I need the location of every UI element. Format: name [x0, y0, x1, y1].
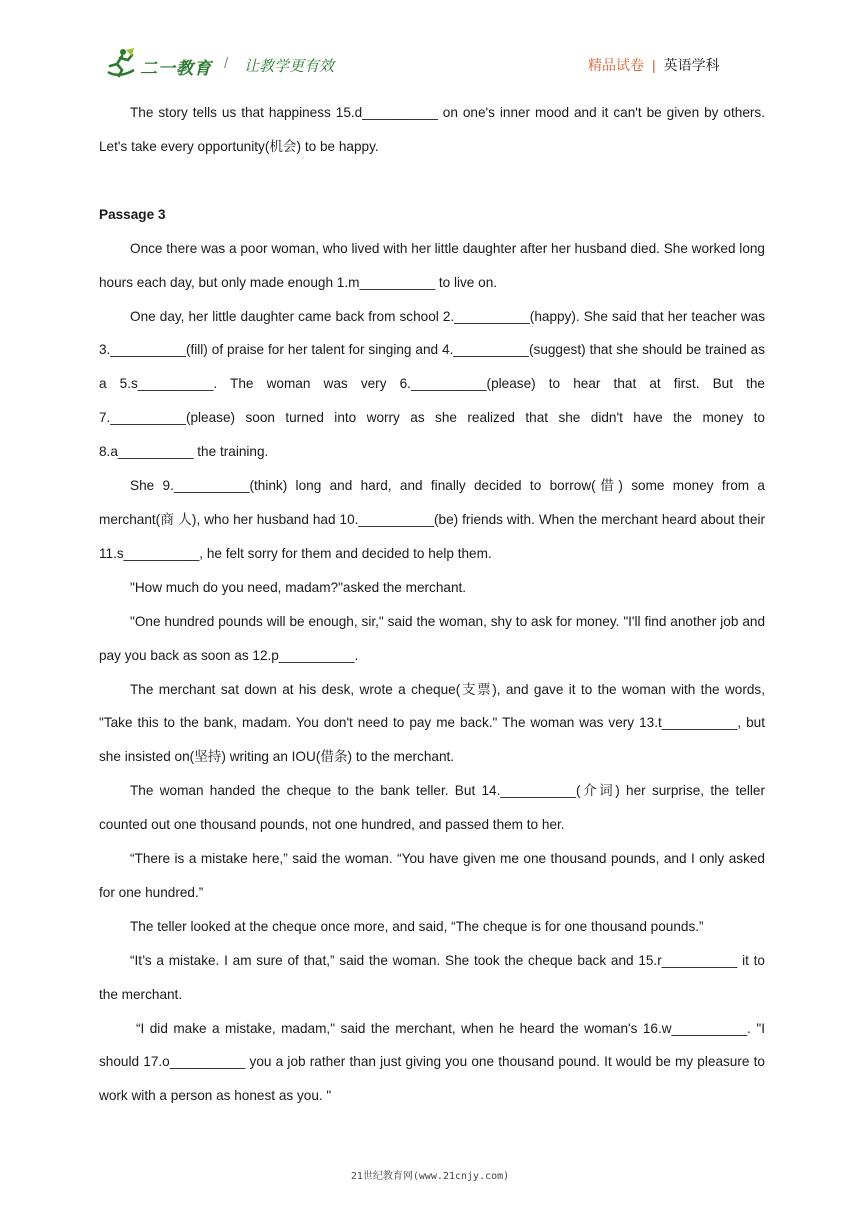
header-labels: [588, 55, 720, 75]
paragraph: She 9.__________(think) long and hard, and finally decided to borrow(借) some money from a merchant(商 人), who her husband had 10.__________(be) friends with. When the merchant heard about their 11.s__________, he felt sorry for them and decided to help them.: [99, 478, 765, 561]
paragraph: "One hundred pounds will be enough, sir," said the woman, shy to ask for money. "I'll find another job and pay you back as soon as 12.p__________.: [99, 613, 765, 663]
runner-logo-icon: [104, 46, 138, 80]
paragraph: “It’s a mistake. I am sure of that,” said the woman. She took the cheque back and 15.r__________ it to the merchant.: [99, 952, 765, 1002]
header-label-subject: 英语学科: [663, 57, 720, 73]
header-label-quality: 精品试卷: [588, 57, 644, 73]
paragraph: Once there was a poor woman, who lived with her little daughter after her husband died. She worked long hours each day, but only made enough 1.m__________ to live on.: [99, 240, 765, 290]
paragraph: "How much do you need, madam?"asked the merchant.: [130, 579, 467, 595]
paragraph: “There is a mistake here,” said the woman. “You have given me one thousand pounds, and I only asked for one hundred.”: [99, 851, 765, 900]
paragraph: The teller looked at the cheque once more, and said, “The cheque is for one thousand pounds.”: [130, 918, 704, 934]
paragraph: The woman handed the cheque to the bank teller. But 14.__________(介词) her surprise, the teller counted out one thousand pounds, not one hundred, and passed them to her.: [99, 783, 765, 833]
document-body: [99, 96, 765, 1113]
logo: [104, 46, 334, 82]
paragraph: “I did make a mistake, madam," said the merchant, when he heard the woman's 16.w__________. "I should 17.o__________ you a job rather than just giving you one thousand pound. It would be my pleasure to work with a person as honest as you. ": [99, 1020, 765, 1104]
section-heading: Passage 3: [99, 206, 166, 222]
logo-text: 二一教育: [140, 59, 212, 78]
paragraph: One day, her little daughter came back from school 2.__________(happy). She said that her teacher was 3.__________(fill) of praise for her talent for singing and 4.__________(suggest) that she should be trained as a 5.s__________. The woman was very 6.__________(please) to hear that at first. But the 7.__________(please) soon turned into worry as she realized that she didn't have the money to 8.a__________ the training.: [99, 308, 765, 460]
paragraph: The story tells us that happiness 15.d__________ on one's inner mood and it can't be given by others. Let's take every opportunity(机会) to be happy.: [99, 105, 765, 154]
logo-slash: /: [224, 55, 229, 72]
slogan: 让教学更有效: [244, 58, 335, 75]
page-header: [0, 0, 860, 90]
header-separator: |: [652, 57, 656, 73]
page-footer: 21世纪教育网(www.21cnjy.com): [350, 1171, 510, 1182]
paragraph: The merchant sat down at his desk, wrote a cheque(支票), and gave it to the woman with the words, "Take this to the bank, madam. You don't need to pay me back." The woman was very 13.t__________, but she insisted on(坚持) writing an IOU(借条) to the merchant.: [99, 681, 765, 765]
